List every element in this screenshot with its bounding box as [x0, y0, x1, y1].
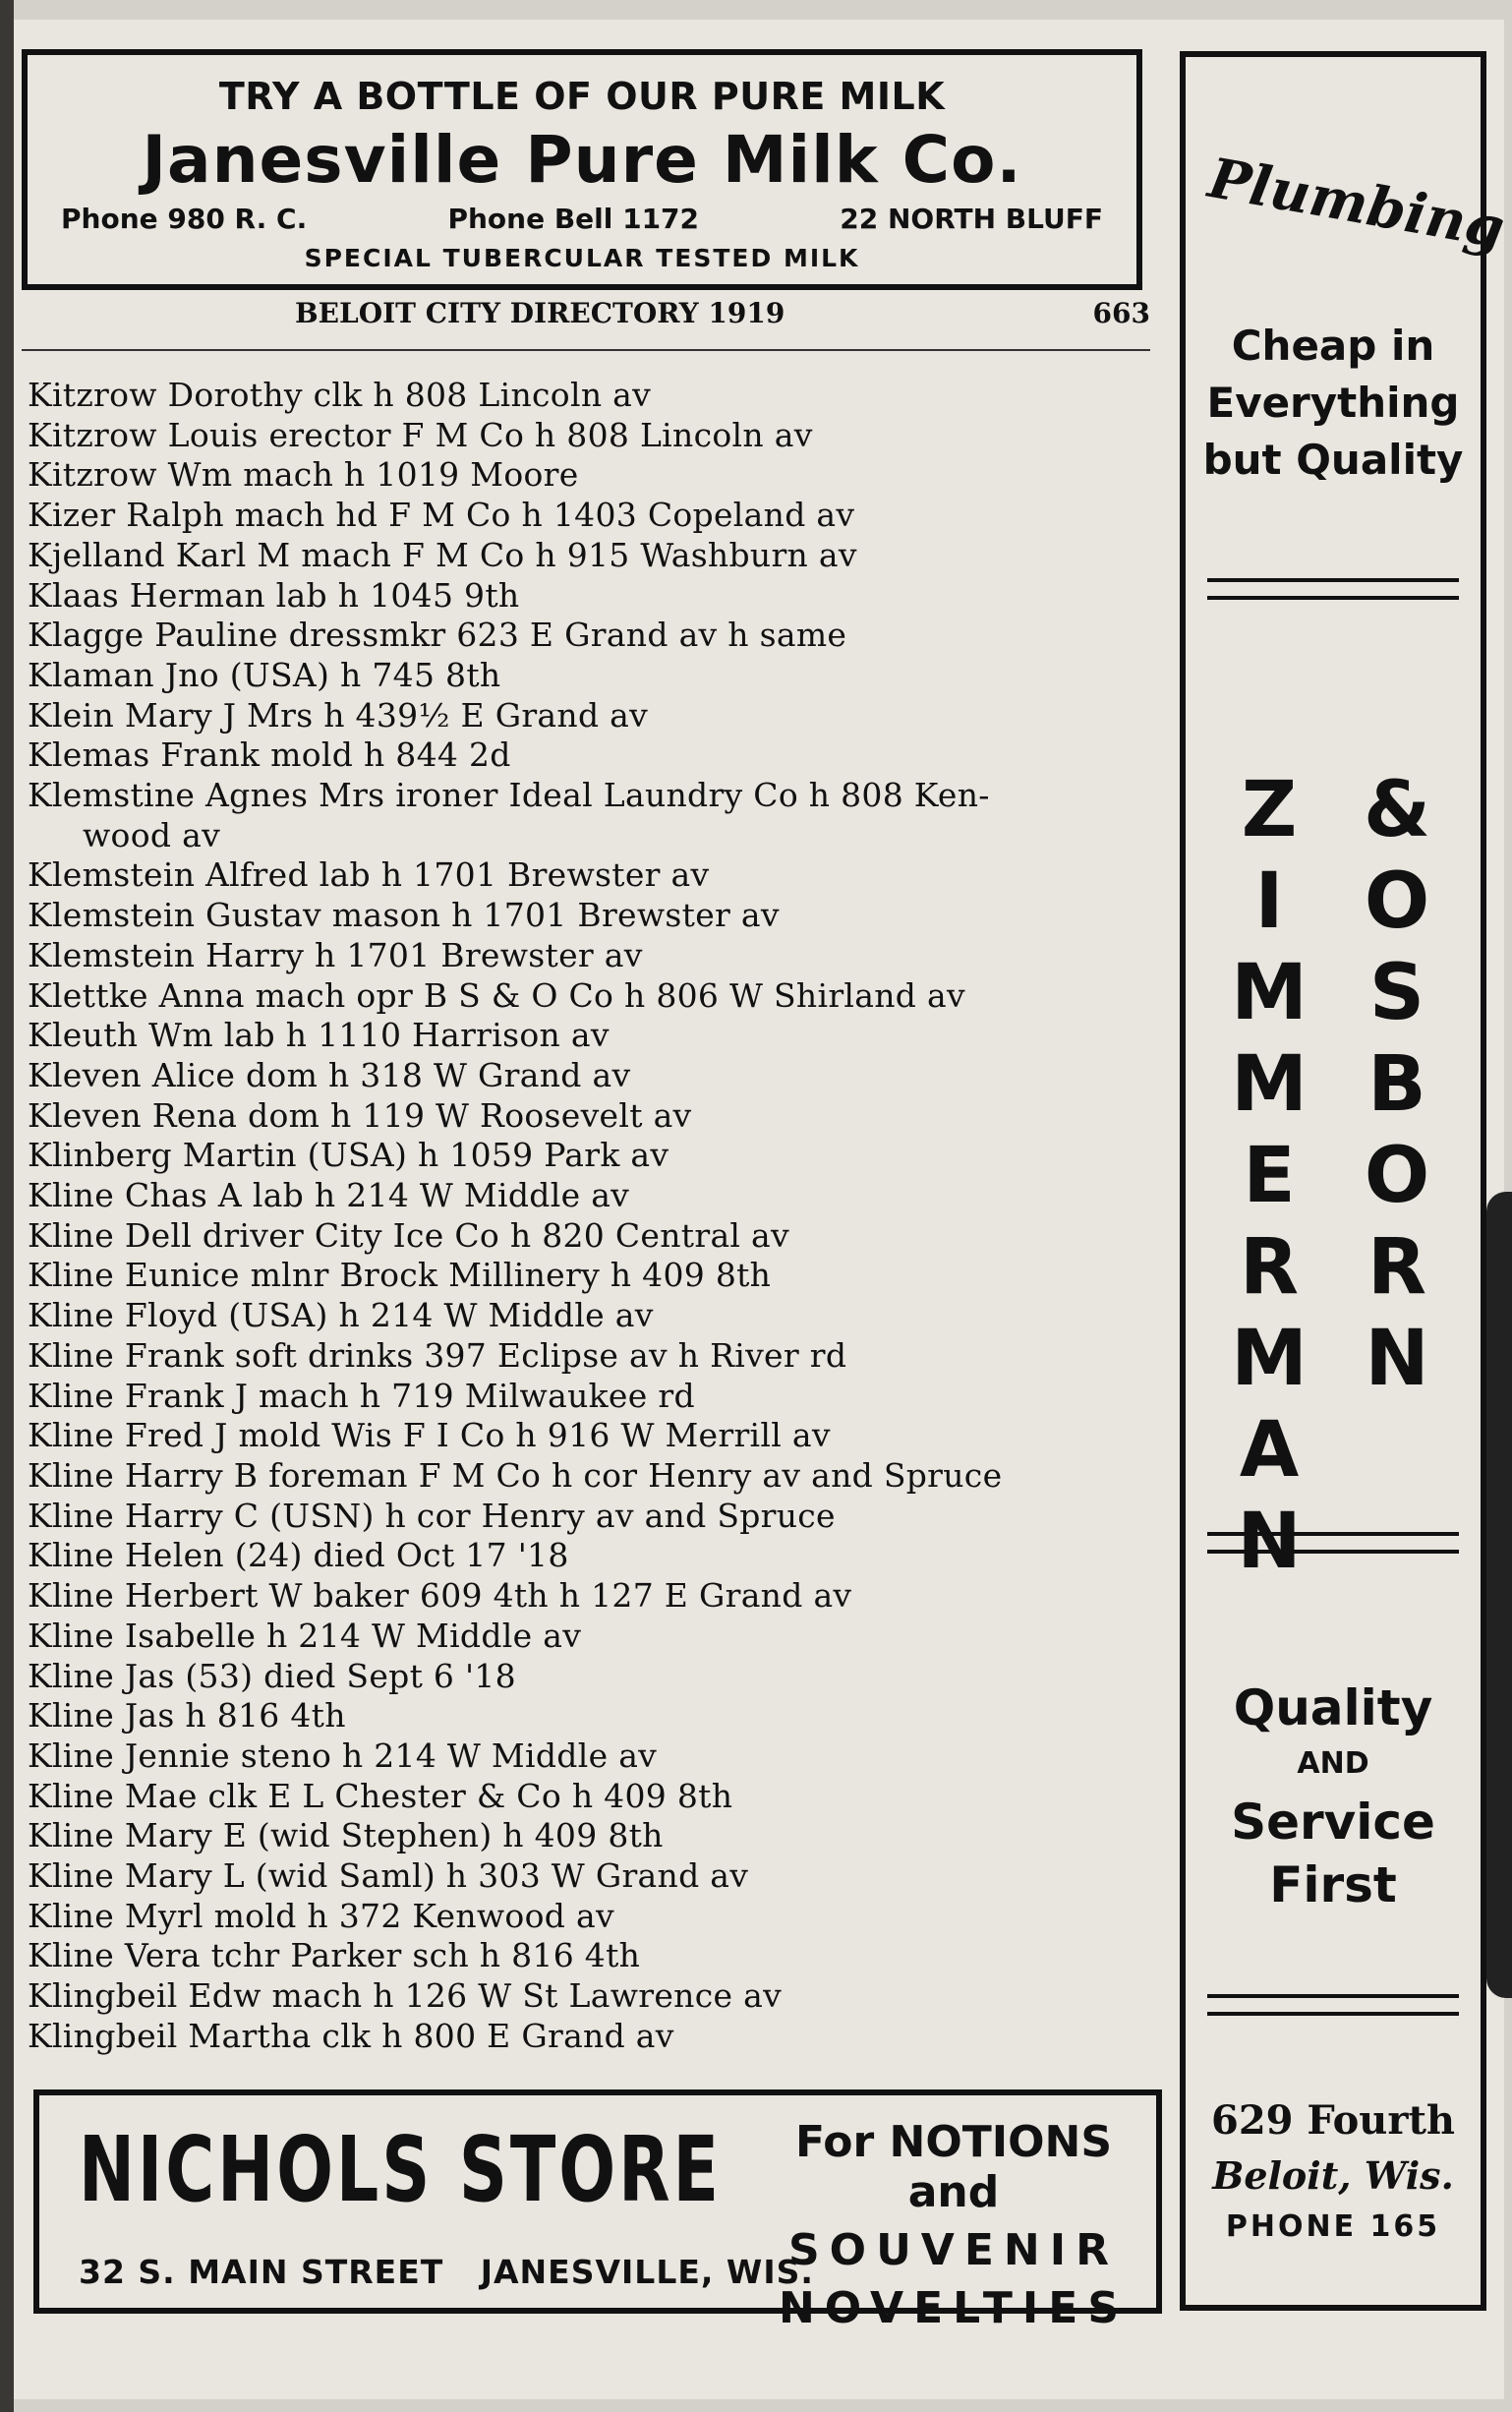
directory-entry: Klingbeil Edw mach h 126 W St Lawrence av — [28, 1976, 783, 2016]
ad-letter: N — [1365, 1315, 1429, 1403]
ad-milk-phone-bell: Phone Bell 1172 — [447, 203, 700, 235]
directory-entry: Kline Isabelle h 214 W Middle av — [28, 1616, 582, 1655]
directory-entry: Klagge Pauline dressmkr 623 E Grand av h same — [28, 616, 847, 655]
ad-letter: M — [1231, 949, 1308, 1037]
directory-entry: Klemstein Gustav mason h 1701 Brewster av — [28, 896, 780, 935]
ad-letter: S — [1368, 949, 1425, 1037]
ad-store-name: NICHOLS STORE — [79, 2117, 722, 2222]
ad-milk-company-name: Janesville Pure Milk Co. — [142, 122, 1022, 198]
ad-name-zimmerman — [1215, 765, 1323, 1588]
directory-entry: Kline Harry C (USN) h cor Henry av and Spruce — [28, 1496, 836, 1535]
ad-quality: Quality — [1233, 1679, 1433, 1736]
ad-store-offer-line3: NOVELTIES — [778, 2283, 1130, 2333]
ad-letter: R — [1367, 1223, 1427, 1312]
directory-entry: Kline Chas A lab h 214 W Middle av — [28, 1176, 630, 1215]
ad-letter: O — [1364, 1132, 1430, 1220]
directory-entry: Kline Herbert W baker 609 4th h 127 E Grand av — [28, 1576, 852, 1616]
directory-entry: Klettke Anna mach opr B S & O Co h 806 W Shirland av — [28, 975, 965, 1015]
ad-letter: I — [1254, 857, 1284, 946]
ad-plumbing-slogan — [1186, 318, 1481, 489]
directory-entry: Kline Vera tchr Parker sch h 816 4th — [28, 1936, 641, 1975]
header-rule — [22, 349, 1150, 351]
directory-entry: Kline Myrl mold h 372 Kenwood av — [28, 1896, 614, 1935]
ad-letter: M — [1231, 1040, 1308, 1129]
directory-entry-continuation: wood av — [83, 815, 221, 854]
ad-city: Beloit, Wis. — [1212, 2153, 1454, 2198]
ad-milk-slogan: TRY A BOTTLE OF OUR PURE MILK — [218, 75, 946, 118]
directory-entry: Kitzrow Dorothy clk h 808 Lincoln av — [28, 376, 652, 414]
directory-listings — [28, 376, 1158, 2057]
zimmerman-osborn-ad — [1180, 51, 1510, 2311]
ad-slogan-line2: Everything — [1206, 379, 1460, 427]
directory-entry: Kline Jennie steno h 214 W Middle av — [28, 1735, 658, 1775]
ad-milk-contact-row — [61, 203, 1103, 235]
directory-entry: Klemstine Agnes Mrs ironer Ideal Laundry Co h 808 Ken- — [28, 776, 990, 815]
nichols-store-ad — [33, 2089, 1162, 2333]
ad-store-offer-line1: For NOTIONS and — [794, 2117, 1113, 2217]
directory-entry: Klinberg Martin (USA) h 1059 Park av — [28, 1136, 669, 1175]
ad-letter: E — [1243, 1132, 1296, 1220]
ad-letter: & — [1363, 766, 1431, 854]
directory-entry: Klaman Jno (USA) h 745 8th — [28, 655, 501, 694]
ad-street: 629 Fourth — [1210, 2097, 1456, 2144]
ad-letter: R — [1239, 1223, 1300, 1312]
directory-entry: Kleven Rena dom h 119 W Roosevelt av — [28, 1095, 692, 1135]
ad-milk-tagline: SPECIAL TUBERCULAR TESTED MILK — [304, 244, 860, 272]
directory-entry: Kizer Ralph mach hd F M Co h 1403 Copeland av — [28, 496, 855, 535]
directory-entry: Kitzrow Louis erector F M Co h 808 Lincoln av — [28, 415, 813, 454]
directory-entry: Klemstein Harry h 1701 Brewster av — [28, 935, 643, 974]
directory-entry: Kline Jas (53) died Sept 6 '18 — [28, 1656, 516, 1695]
ad-service: Service — [1231, 1794, 1435, 1851]
directory-entry: Kline Eunice mlnr Brock Millinery h 409 8th — [28, 1256, 772, 1295]
ad-first: First — [1269, 1856, 1397, 1913]
ad-divider-2 — [1207, 1532, 1459, 1554]
ad-address-block — [1186, 2097, 1481, 2244]
directory-entry: Kline Mae clk E L Chester & Co h 409 8th — [28, 1776, 733, 1815]
ad-milk-phone-rc: Phone 980 R. C. — [61, 203, 308, 235]
page-header — [295, 297, 1150, 329]
directory-entry: Kleuth Wm lab h 1110 Harrison av — [28, 1016, 610, 1055]
directory-entry: Kline Dell driver City Ice Co h 820 Central av — [28, 1215, 789, 1255]
book-spine-shadow — [0, 0, 14, 2412]
directory-title: BELOIT CITY DIRECTORY 1919 — [295, 297, 785, 329]
ad-store-street: 32 S. MAIN STREET — [79, 2253, 444, 2291]
ad-letter: A — [1239, 1406, 1300, 1495]
ad-name-osborn — [1343, 765, 1451, 1405]
ad-slogan-line1: Cheap in — [1231, 322, 1435, 370]
directory-entry: Kitzrow Wm mach h 1019 Moore — [28, 455, 579, 495]
ad-quality-block — [1186, 1679, 1481, 1916]
ad-milk-address: 22 NORTH BLUFF — [840, 203, 1103, 235]
directory-entry: Kline Jas h 816 4th — [28, 1696, 346, 1735]
page-edge-shadow — [1486, 1192, 1512, 1998]
directory-entry: Klemas Frank mold h 844 2d — [28, 735, 511, 775]
page-number: 663 — [1092, 297, 1150, 329]
directory-entry: Klemstein Alfred lab h 1701 Brewster av — [28, 855, 710, 895]
ad-letter: N — [1237, 1498, 1302, 1586]
ad-divider-3 — [1207, 1994, 1459, 2016]
directory-entry: Kline Mary E (wid Stephen) h 409 8th — [28, 1816, 664, 1855]
directory-entry: Kleven Alice dom h 318 W Grand av — [28, 1055, 631, 1094]
directory-entry: Kline Helen (24) died Oct 17 '18 — [28, 1536, 569, 1575]
ad-letter: Z — [1241, 766, 1298, 854]
ad-phone: PHONE 165 — [1225, 2209, 1441, 2244]
ad-letter: M — [1231, 1315, 1308, 1403]
ad-store-city: JANESVILLE, WIS. — [480, 2253, 814, 2291]
directory-entry: Kline Mary L (wid Saml) h 303 W Grand av — [28, 1856, 749, 1896]
ad-slogan-line3: but Quality — [1202, 436, 1464, 484]
ad-and: AND — [1297, 1746, 1369, 1781]
milk-company-ad — [22, 49, 1142, 290]
directory-entry: Klingbeil Martha clk h 800 E Grand av — [28, 2016, 674, 2055]
directory-entry: Kjelland Karl M mach F M Co h 915 Washburn av — [28, 535, 857, 574]
ad-letter: B — [1367, 1040, 1426, 1129]
directory-entry: Kline Floyd (USA) h 214 W Middle av — [28, 1296, 654, 1335]
ad-store-offer — [747, 2117, 1160, 2333]
ad-letter: O — [1364, 857, 1430, 946]
directory-entry: Kline Fred J mold Wis F I Co h 916 W Merrill av — [28, 1416, 831, 1455]
directory-entry: Kline Frank soft drinks 397 Eclipse av h River rd — [28, 1335, 847, 1375]
ad-plumbing-headline: Plumbing — [1203, 146, 1510, 262]
directory-entry: Kline Harry B foreman F M Co h cor Henry av and Spruce — [28, 1455, 1003, 1495]
directory-entry: Klaas Herman lab h 1045 9th — [28, 575, 520, 615]
ad-store-address-line — [79, 2253, 814, 2291]
ad-divider-1 — [1207, 578, 1459, 600]
ad-store-offer-line2: SOUVENIR — [787, 2225, 1119, 2275]
directory-entry: Kline Frank J mach h 719 Milwaukee rd — [28, 1376, 695, 1415]
directory-entry: Klein Mary J Mrs h 439½ E Grand av — [28, 695, 649, 735]
